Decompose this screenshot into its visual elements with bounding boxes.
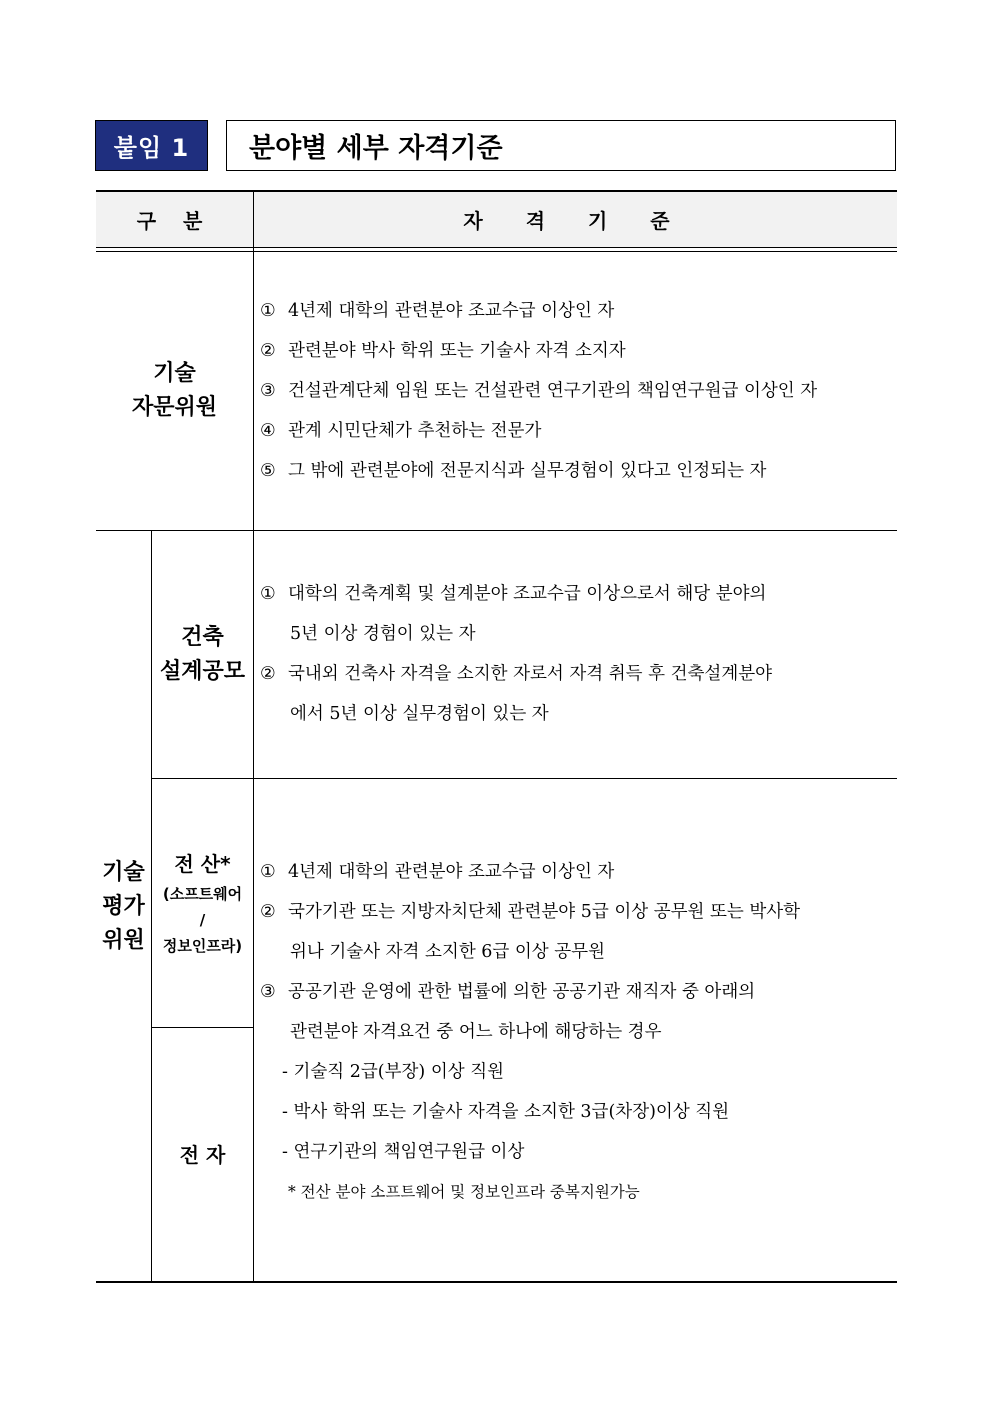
list-item <box>260 451 817 491</box>
dash-item-text: - 박사 학위 또는 기술사 자격을 소지한 3급(차장)이상 직원 <box>282 1102 730 1122</box>
computing-label-line2: (소프트웨어 <box>162 885 243 903</box>
item-text: 관계 시민단체가 추천하는 전문가 <box>288 421 542 441</box>
list-item <box>260 1132 800 1172</box>
evaluation-label-line3: 위원 <box>102 927 145 953</box>
item-marker: ④ <box>260 421 276 441</box>
dash-item-text: - 연구기관의 책임연구원급 이상 <box>282 1142 525 1162</box>
list-item <box>260 1092 800 1132</box>
item-marker: ⑤ <box>260 461 276 481</box>
electronics-label <box>152 1028 253 1281</box>
item-text: 그 밖에 관련분야에 전문지식과 실무경험이 있다고 인정되는 자 <box>288 461 767 481</box>
item-text: 대학의 건축계획 및 설계분야 조교수급 이상으로서 해당 분야의 <box>288 584 767 604</box>
list-item <box>260 614 772 654</box>
list-item <box>260 371 817 411</box>
item-marker: ① <box>260 584 276 604</box>
item-text: 위나 기술사 자격 소지한 6급 이상 공무원 <box>290 942 605 962</box>
item-marker: ① <box>260 301 276 321</box>
table-bottom-border <box>96 1281 897 1283</box>
item-text: 국가기관 또는 지방자치단체 관련분야 5급 이상 공무원 또는 박사학 <box>288 902 801 922</box>
list-item <box>260 654 772 694</box>
advisory-criteria-list <box>260 291 817 491</box>
architecture-label-line2: 설계공모 <box>159 658 245 684</box>
item-text: 공공기관 운영에 관한 법률에 의한 공공기관 재직자 중 아래의 <box>288 982 756 1002</box>
item-text: 4년제 대학의 관련분야 조교수급 이상인 자 <box>288 862 615 882</box>
architecture-criteria-list <box>260 574 772 734</box>
list-item <box>260 852 800 892</box>
advisory-label-line2: 자문위원 <box>131 395 217 420</box>
attachment-badge: 붙임 1 <box>95 120 208 171</box>
evaluation-label-line2: 평가 <box>102 893 145 919</box>
list-item <box>260 291 817 331</box>
architecture-label-line1: 건축 <box>181 624 224 650</box>
header-criteria <box>254 192 897 247</box>
architecture-label <box>152 531 253 778</box>
header-category-text: 구 분 <box>136 209 213 233</box>
evaluation-label <box>96 531 151 1282</box>
list-item <box>260 411 817 451</box>
electronics-label-text: 전 자 <box>179 1142 226 1167</box>
footnote-text: * 전산 분야 소프트웨어 및 정보인프라 중복지원가능 <box>288 1183 640 1201</box>
list-item <box>260 1012 800 1052</box>
item-text: 관련분야 박사 학위 또는 기술사 자격 소지자 <box>288 341 626 361</box>
header-divider-1 <box>96 247 897 248</box>
document-title-text: 분야별 세부 자격기준 <box>249 133 503 164</box>
main-column-divider <box>253 190 254 1283</box>
computing-label <box>152 779 253 1027</box>
computing-label-line1: 전 산* <box>174 852 231 876</box>
list-item <box>260 972 800 1012</box>
item-marker: ② <box>260 664 276 684</box>
list-item <box>260 932 800 972</box>
header-category <box>96 192 253 247</box>
architecture-bottom-border <box>151 778 897 779</box>
evaluation-label-line1: 기술 <box>102 859 145 885</box>
list-item <box>260 574 772 614</box>
footnote <box>260 1172 800 1212</box>
computing-label-line3: / <box>199 911 206 929</box>
list-item <box>260 331 817 371</box>
item-marker: ② <box>260 341 276 361</box>
item-text: 에서 5년 이상 실무경험이 있는 자 <box>290 704 549 724</box>
computing-electronics-criteria-list <box>260 852 800 1212</box>
item-text: 4년제 대학의 관련분야 조교수급 이상인 자 <box>288 301 615 321</box>
item-marker: ① <box>260 862 276 882</box>
advisory-label-line1: 기술 <box>153 361 196 386</box>
item-text: 건설관계단체 임원 또는 건설관련 연구기관의 책임연구원급 이상인 자 <box>288 381 818 401</box>
list-item <box>260 1052 800 1092</box>
advisory-label <box>96 252 253 530</box>
list-item <box>260 892 800 932</box>
item-text: 국내외 건축사 자격을 소지한 자로서 자격 취득 후 건축설계분야 <box>288 664 773 684</box>
item-text: 5년 이상 경험이 있는 자 <box>290 624 476 644</box>
header-criteria-text: 자 격 기 준 <box>463 209 688 233</box>
item-marker: ③ <box>260 381 276 401</box>
dash-item-text: - 기술직 2급(부장) 이상 직원 <box>282 1062 505 1082</box>
item-marker: ③ <box>260 982 276 1002</box>
item-text: 관련분야 자격요건 중 어느 하나에 해당하는 경우 <box>290 1022 662 1042</box>
document-title <box>226 120 896 171</box>
computing-label-line4: 정보인프라) <box>162 937 243 955</box>
item-marker: ② <box>260 902 276 922</box>
list-item <box>260 694 772 734</box>
